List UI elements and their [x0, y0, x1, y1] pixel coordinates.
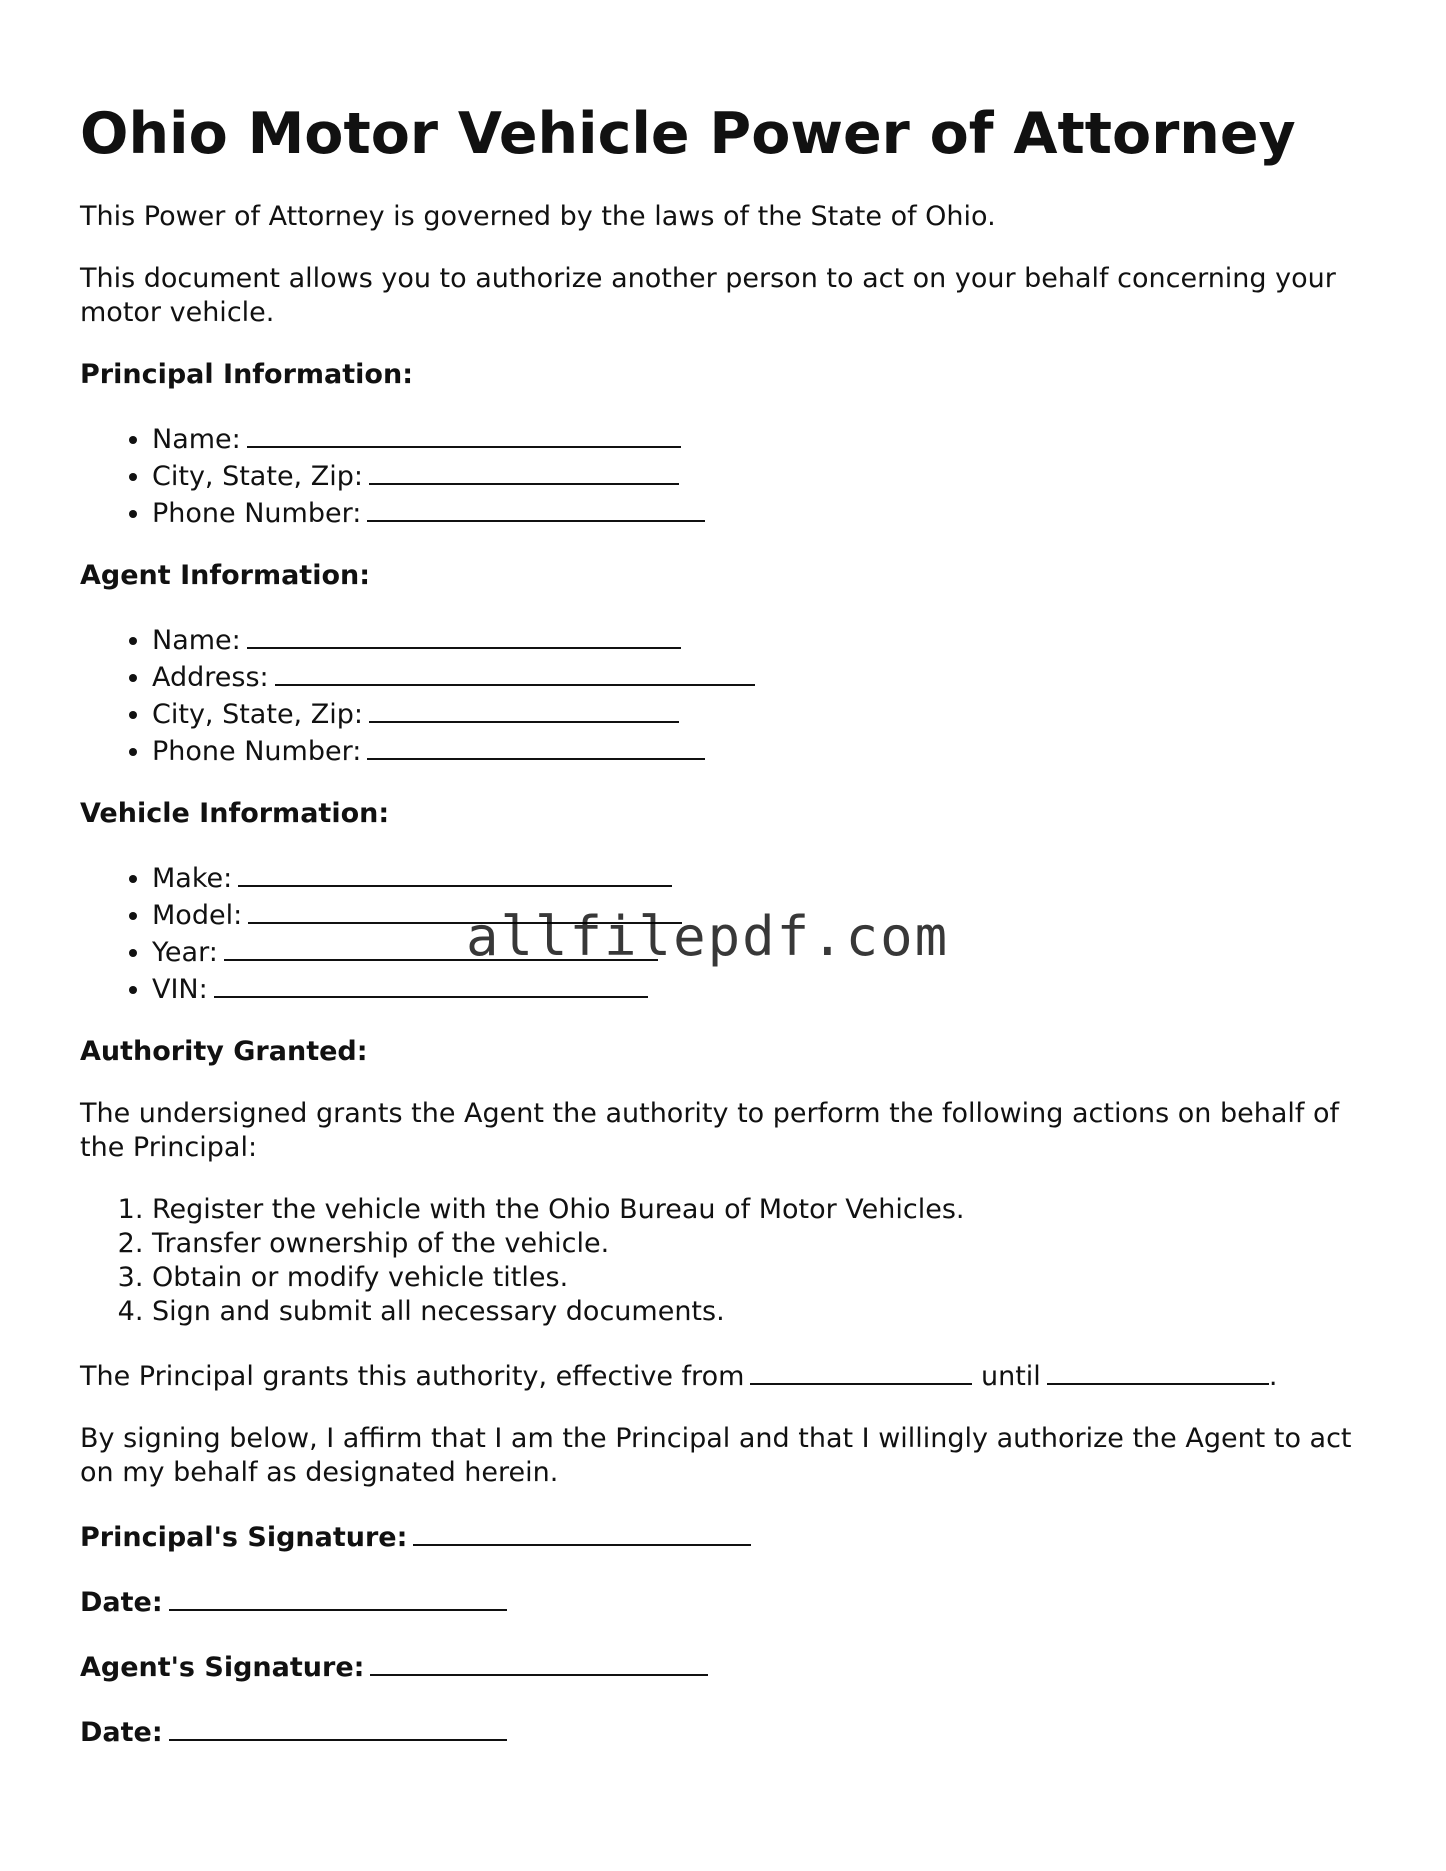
principal-date-label: Date:: [80, 1587, 163, 1618]
principal-signature-blank[interactable]: [413, 1518, 751, 1546]
agent-signature-label: Agent's Signature:: [80, 1652, 365, 1683]
vehicle-make-blank[interactable]: [238, 859, 672, 887]
agent-date-blank[interactable]: [169, 1713, 507, 1741]
vehicle-heading: Vehicle Information:: [80, 798, 390, 829]
effective-prefix: The Principal grants this authority, effective from: [80, 1361, 745, 1392]
field-label: Name:: [152, 424, 241, 455]
vehicle-vin-blank[interactable]: [214, 970, 648, 998]
authority-actions-list: [80, 1193, 1370, 1329]
vehicle-year-blank[interactable]: [224, 933, 658, 961]
principal-city-blank[interactable]: [369, 457, 679, 485]
agent-signature-blank[interactable]: [370, 1648, 708, 1676]
agent-city-field: [152, 695, 1370, 732]
agent-date-label: Date:: [80, 1717, 163, 1748]
document-title: Ohio Motor Vehicle Power of Attorney: [80, 101, 1296, 167]
effective-period: [80, 1357, 1370, 1394]
agent-phone-field: [152, 732, 1370, 769]
effective-end-blank[interactable]: [1047, 1357, 1269, 1385]
agent-fields-list: [80, 621, 1370, 769]
watermark-text: allfilepdf.com: [466, 905, 950, 968]
authority-action-item: 3. Obtain or modify vehicle titles.: [152, 1261, 1370, 1295]
principal-phone-field: [152, 494, 1370, 531]
field-label: Model:: [152, 900, 243, 931]
field-label: City, State, Zip:: [152, 699, 363, 730]
principal-date-line: [80, 1583, 1370, 1620]
affirmation-text: By signing below, I affirm that I am the Principal and that I willingly authorize the Agent to act on my behalf as designated herein.: [80, 1423, 1352, 1488]
principal-city-field: [152, 457, 1370, 494]
vehicle-vin-field: [152, 970, 1370, 1007]
authority-action-item: 4. Sign and submit all necessary documents.: [152, 1295, 1370, 1329]
authority-action-item: 2. Transfer ownership of the vehicle.: [152, 1227, 1370, 1261]
field-label: Address:: [152, 662, 269, 693]
principal-phone-blank[interactable]: [367, 494, 705, 522]
principal-name-field: [152, 420, 1370, 457]
field-label: Phone Number:: [152, 736, 362, 767]
agent-name-field: [152, 621, 1370, 658]
field-label: Year:: [152, 937, 218, 968]
document-page: [80, 98, 1370, 1778]
field-label: VIN:: [152, 974, 208, 1005]
effective-start-blank[interactable]: [750, 1357, 972, 1385]
agent-name-blank[interactable]: [247, 621, 681, 649]
agent-heading: Agent Information:: [80, 560, 371, 591]
vehicle-fields-list: [80, 859, 1370, 1007]
vehicle-year-field: [152, 933, 1370, 970]
authority-intro: The undersigned grants the Agent the authority to perform the following actions on behalf of the Principal:: [80, 1098, 1339, 1163]
effective-period-end: .: [1268, 1361, 1278, 1392]
intro-purpose: This document allows you to authorize another person to act on your behalf concerning your motor vehicle.: [80, 263, 1336, 328]
intro-governing-law: This Power of Attorney is governed by the laws of the State of Ohio.: [80, 201, 996, 232]
agent-address-blank[interactable]: [275, 658, 755, 686]
agent-city-blank[interactable]: [369, 695, 679, 723]
principal-date-blank[interactable]: [169, 1583, 507, 1611]
principal-signature-label: Principal's Signature:: [80, 1522, 408, 1553]
authority-heading: Authority Granted:: [80, 1036, 368, 1067]
principal-name-blank[interactable]: [247, 420, 681, 448]
principal-fields-list: [80, 420, 1370, 531]
vehicle-model-field: [152, 896, 1370, 933]
agent-address-field: [152, 658, 1370, 695]
vehicle-make-field: [152, 859, 1370, 896]
field-label: City, State, Zip:: [152, 461, 363, 492]
agent-date-line: [80, 1713, 1370, 1750]
agent-phone-blank[interactable]: [367, 732, 705, 760]
field-label: Phone Number:: [152, 498, 362, 529]
principal-signature-line: [80, 1518, 1370, 1555]
authority-action-item: 1. Register the vehicle with the Ohio Bureau of Motor Vehicles.: [152, 1193, 1370, 1227]
principal-heading: Principal Information:: [80, 359, 414, 390]
vehicle-model-blank[interactable]: [248, 896, 682, 924]
field-label: Make:: [152, 863, 233, 894]
agent-signature-line: [80, 1648, 1370, 1685]
field-label: Name:: [152, 625, 241, 656]
effective-until: until: [980, 1361, 1041, 1392]
